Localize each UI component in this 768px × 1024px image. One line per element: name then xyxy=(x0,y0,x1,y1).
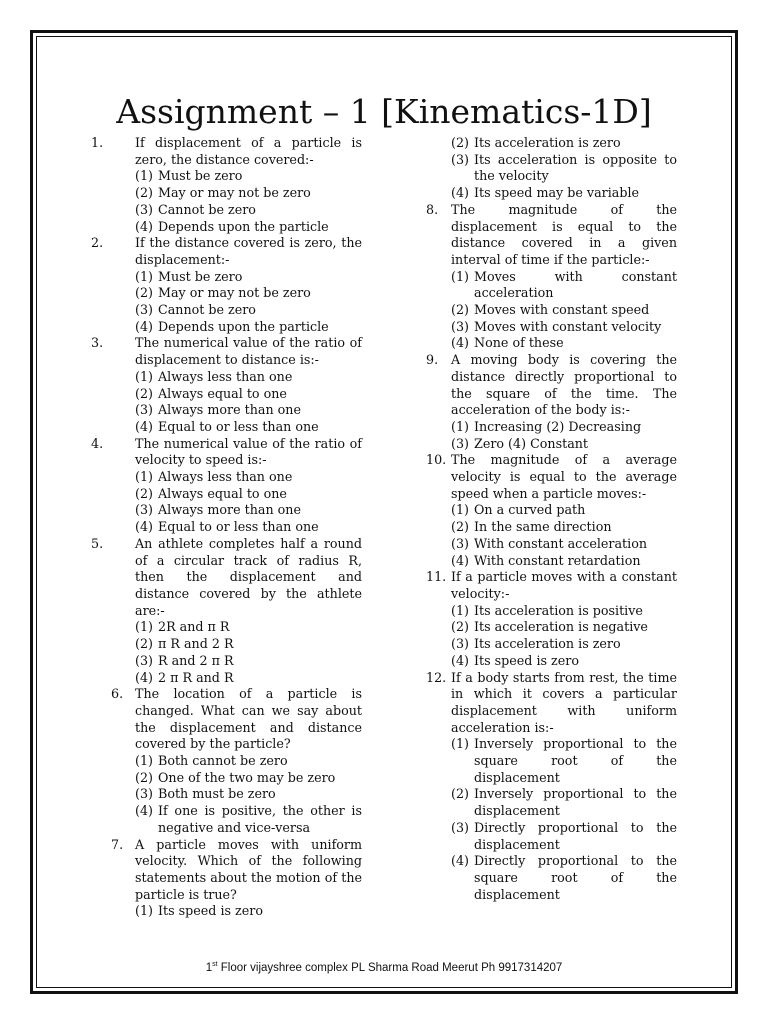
question-stem: If a particle moves with a constant velocity:- xyxy=(451,569,677,601)
question-number: 2. xyxy=(91,235,104,251)
question-item xyxy=(86,436,362,536)
option-text: Both must be zero xyxy=(158,786,276,802)
answer-option xyxy=(135,319,362,336)
question-item xyxy=(424,202,677,352)
answer-option xyxy=(451,603,677,620)
option-number: (3) xyxy=(135,786,153,802)
answer-option xyxy=(135,753,362,770)
answer-option xyxy=(451,152,677,185)
option-number: (4) xyxy=(451,335,469,351)
question-stem: A moving body is covering the distance directly proportional to the square of the time. The acceleration of the body is:- xyxy=(451,352,677,418)
option-number: (2) xyxy=(135,636,153,652)
option-number: (3) xyxy=(135,302,153,318)
option-number: (1) xyxy=(135,368,153,384)
question-number: 9. xyxy=(426,352,439,368)
option-text: Its speed is zero xyxy=(158,903,263,919)
option-number: (3) xyxy=(135,652,153,668)
option-text: With constant acceleration xyxy=(474,535,648,551)
option-text: 2 π R and R xyxy=(158,669,234,685)
option-text: Equal to or less than one xyxy=(158,418,319,434)
footer-address xyxy=(0,961,768,974)
answer-option xyxy=(451,786,677,819)
answer-option xyxy=(135,519,362,536)
option-number: (1) xyxy=(135,753,153,769)
answer-option xyxy=(135,636,362,653)
question-item xyxy=(424,352,677,452)
question-number: 10. xyxy=(426,452,447,468)
question-number: 7. xyxy=(111,836,124,852)
answer-option xyxy=(135,185,362,202)
question-stem: The location of a particle is changed. What can we say about the displacement and distance covered by the particle? xyxy=(135,686,362,752)
option-text: R and 2 π R xyxy=(158,652,234,668)
option-text: Its acceleration is negative xyxy=(474,619,648,635)
option-number: (1) xyxy=(451,502,469,518)
answer-option xyxy=(451,502,677,519)
option-text: On a curved path xyxy=(474,502,586,518)
question-stem: If the distance covered is zero, the displacement:- xyxy=(135,235,362,267)
footer-text: Floor vijayshree complex PL Sharma Road Meerut Ph 9917314207 xyxy=(217,961,563,974)
option-number: (4) xyxy=(451,552,469,568)
answer-option xyxy=(135,168,362,185)
option-number: (1) xyxy=(451,602,469,618)
question-number: 4. xyxy=(91,435,104,451)
option-number: (2) xyxy=(451,786,469,802)
option-number: (4) xyxy=(135,218,153,234)
option-number: (2) xyxy=(451,135,469,150)
footer-superscript: st xyxy=(212,961,218,968)
answer-option xyxy=(451,135,677,152)
answer-option xyxy=(451,636,677,653)
question-item xyxy=(86,536,362,686)
question-stem: If displacement of a particle is zero, the distance covered:- xyxy=(135,135,362,167)
option-number: (4) xyxy=(451,853,469,869)
answer-option xyxy=(451,319,677,336)
option-text: Its acceleration is zero xyxy=(474,636,621,652)
option-number: (1) xyxy=(135,268,153,284)
answer-option xyxy=(451,853,677,903)
answer-option xyxy=(451,269,677,302)
answer-option xyxy=(135,770,362,787)
option-text: Both cannot be zero xyxy=(158,753,288,769)
question-number: 3. xyxy=(91,335,104,351)
footer-prefix: 1 xyxy=(205,961,213,974)
question-stem: If a body starts from rest, the time in which it covers a particular displacement with uniform acceleration is:- xyxy=(451,669,677,735)
question-number: 11. xyxy=(426,569,447,585)
option-number: (3) xyxy=(451,535,469,551)
option-text: Cannot be zero xyxy=(158,201,256,217)
option-text: In the same direction xyxy=(474,519,612,535)
option-text: If one is positive, the other is negative and vice-versa xyxy=(158,803,362,835)
option-number: (4) xyxy=(135,669,153,685)
option-text: Inversely proportional to the displacement xyxy=(474,786,677,819)
option-number: (4) xyxy=(135,318,153,334)
option-text: Zero (4) Constant xyxy=(474,435,589,451)
option-text: Always less than one xyxy=(158,469,293,485)
option-text: Its acceleration is zero xyxy=(474,135,621,150)
option-text: Equal to or less than one xyxy=(158,519,319,535)
option-number: (3) xyxy=(135,201,153,217)
option-number: (2) xyxy=(451,519,469,535)
answer-option xyxy=(135,903,362,920)
option-text: Depends upon the particle xyxy=(158,218,329,234)
answer-option xyxy=(135,386,362,403)
question-item xyxy=(86,335,362,435)
left-question-column xyxy=(86,135,362,920)
option-number: (2) xyxy=(135,285,153,301)
answer-option xyxy=(451,419,677,436)
option-text: Directly proportional to the displacement xyxy=(474,819,677,852)
question-number: 1. xyxy=(91,135,104,150)
right-question-column xyxy=(424,135,677,903)
question-stem: The magnitude of a average velocity is equal to the average speed when a particle moves:- xyxy=(451,452,677,501)
option-number: (1) xyxy=(451,418,469,434)
option-number: (3) xyxy=(451,636,469,652)
question-item xyxy=(424,452,677,569)
option-text: Its speed is zero xyxy=(474,652,579,668)
option-text: 2R and π R xyxy=(158,619,230,635)
option-text: One of the two may be zero xyxy=(158,769,336,785)
answer-option xyxy=(135,619,362,636)
option-text: Moves with constant speed xyxy=(474,302,650,318)
answer-option xyxy=(135,419,362,436)
option-text: May or may not be zero xyxy=(158,285,311,301)
option-number: (2) xyxy=(135,385,153,401)
answer-option xyxy=(135,402,362,419)
option-number: (3) xyxy=(135,402,153,418)
option-text: Always equal to one xyxy=(158,385,287,401)
option-text: Always equal to one xyxy=(158,485,287,501)
option-number: (2) xyxy=(135,485,153,501)
option-text: None of these xyxy=(474,335,564,351)
question-number: 8. xyxy=(426,201,439,217)
option-number: (2) xyxy=(451,302,469,318)
option-number: (3) xyxy=(135,502,153,518)
option-number: (1) xyxy=(135,469,153,485)
option-text: With constant retardation xyxy=(474,552,641,568)
answer-option xyxy=(135,502,362,519)
option-text: Cannot be zero xyxy=(158,302,256,318)
answer-option xyxy=(451,436,677,453)
option-text: Always less than one xyxy=(158,368,293,384)
option-text: Must be zero xyxy=(158,168,243,184)
option-text: Always more than one xyxy=(158,502,301,518)
option-number: (4) xyxy=(451,185,469,201)
option-text: Moves with constant acceleration xyxy=(474,268,677,301)
answer-option xyxy=(135,653,362,670)
question-number: 12. xyxy=(426,669,447,685)
option-number: (2) xyxy=(135,185,153,201)
option-number: (3) xyxy=(451,151,469,167)
option-text: Must be zero xyxy=(158,268,243,284)
question-stem: The numerical value of the ratio of velocity to speed is:- xyxy=(135,435,362,468)
option-number: (1) xyxy=(451,736,469,752)
option-number: (4) xyxy=(135,519,153,535)
question-item xyxy=(424,135,677,202)
option-text: Inversely proportional to the square root of the displacement xyxy=(474,736,677,785)
option-text: Its speed may be variable xyxy=(474,185,640,201)
option-number: (2) xyxy=(135,769,153,785)
question-item xyxy=(424,670,677,904)
option-number: (4) xyxy=(451,652,469,668)
answer-option xyxy=(451,553,677,570)
question-item xyxy=(86,686,362,836)
answer-option xyxy=(135,786,362,803)
option-text: Its acceleration is opposite to the velocity xyxy=(474,151,677,184)
answer-option xyxy=(135,803,362,836)
answer-option xyxy=(135,269,362,286)
question-stem: The magnitude of the displacement is equal to the distance covered in a given interval of time if the particle:- xyxy=(451,201,677,267)
answer-option xyxy=(135,285,362,302)
question-stem: A particle moves with uniform velocity. Which of the following statements about the motion of the particle is true? xyxy=(135,836,362,902)
answer-option xyxy=(135,670,362,687)
question-item xyxy=(86,837,362,921)
answer-option xyxy=(135,486,362,503)
question-item xyxy=(86,135,362,235)
answer-option xyxy=(135,469,362,486)
option-text: Increasing (2) Decreasing xyxy=(474,418,642,434)
option-text: Its acceleration is positive xyxy=(474,602,643,618)
answer-option xyxy=(135,369,362,386)
option-number: (4) xyxy=(135,418,153,434)
option-text: π R and 2 R xyxy=(158,636,234,652)
answer-option xyxy=(135,302,362,319)
answer-option xyxy=(451,736,677,786)
answer-option xyxy=(451,302,677,319)
option-text: Moves with constant velocity xyxy=(474,318,662,334)
page-title: Assignment – 1 [Kinematics-1D] xyxy=(116,92,652,131)
option-text: Directly proportional to the square root of the displacement xyxy=(474,853,677,902)
option-text: Always more than one xyxy=(158,402,301,418)
answer-option xyxy=(135,202,362,219)
option-number: (3) xyxy=(451,435,469,451)
answer-option xyxy=(135,219,362,236)
question-item xyxy=(424,569,677,669)
answer-option xyxy=(451,519,677,536)
option-number: (3) xyxy=(451,819,469,835)
question-stem: An athlete completes half a round of a circular track of radius R, then the displacement and distance covered by the athlete are:- xyxy=(135,535,362,618)
question-number: 5. xyxy=(91,535,104,551)
option-number: (1) xyxy=(135,619,153,635)
option-number: (1) xyxy=(451,268,469,284)
option-text: Depends upon the particle xyxy=(158,318,329,334)
answer-option xyxy=(451,335,677,352)
answer-option xyxy=(451,185,677,202)
option-number: (4) xyxy=(135,803,153,819)
answer-option xyxy=(451,820,677,853)
option-text: May or may not be zero xyxy=(158,185,311,201)
option-number: (2) xyxy=(451,619,469,635)
question-number: 6. xyxy=(111,686,124,702)
answer-option xyxy=(451,536,677,553)
question-stem: The numerical value of the ratio of displacement to distance is:- xyxy=(135,335,362,368)
question-item xyxy=(86,235,362,335)
option-number: (3) xyxy=(451,318,469,334)
option-number: (1) xyxy=(135,168,153,184)
option-number: (1) xyxy=(135,903,153,919)
answer-option xyxy=(451,619,677,636)
answer-option xyxy=(451,653,677,670)
